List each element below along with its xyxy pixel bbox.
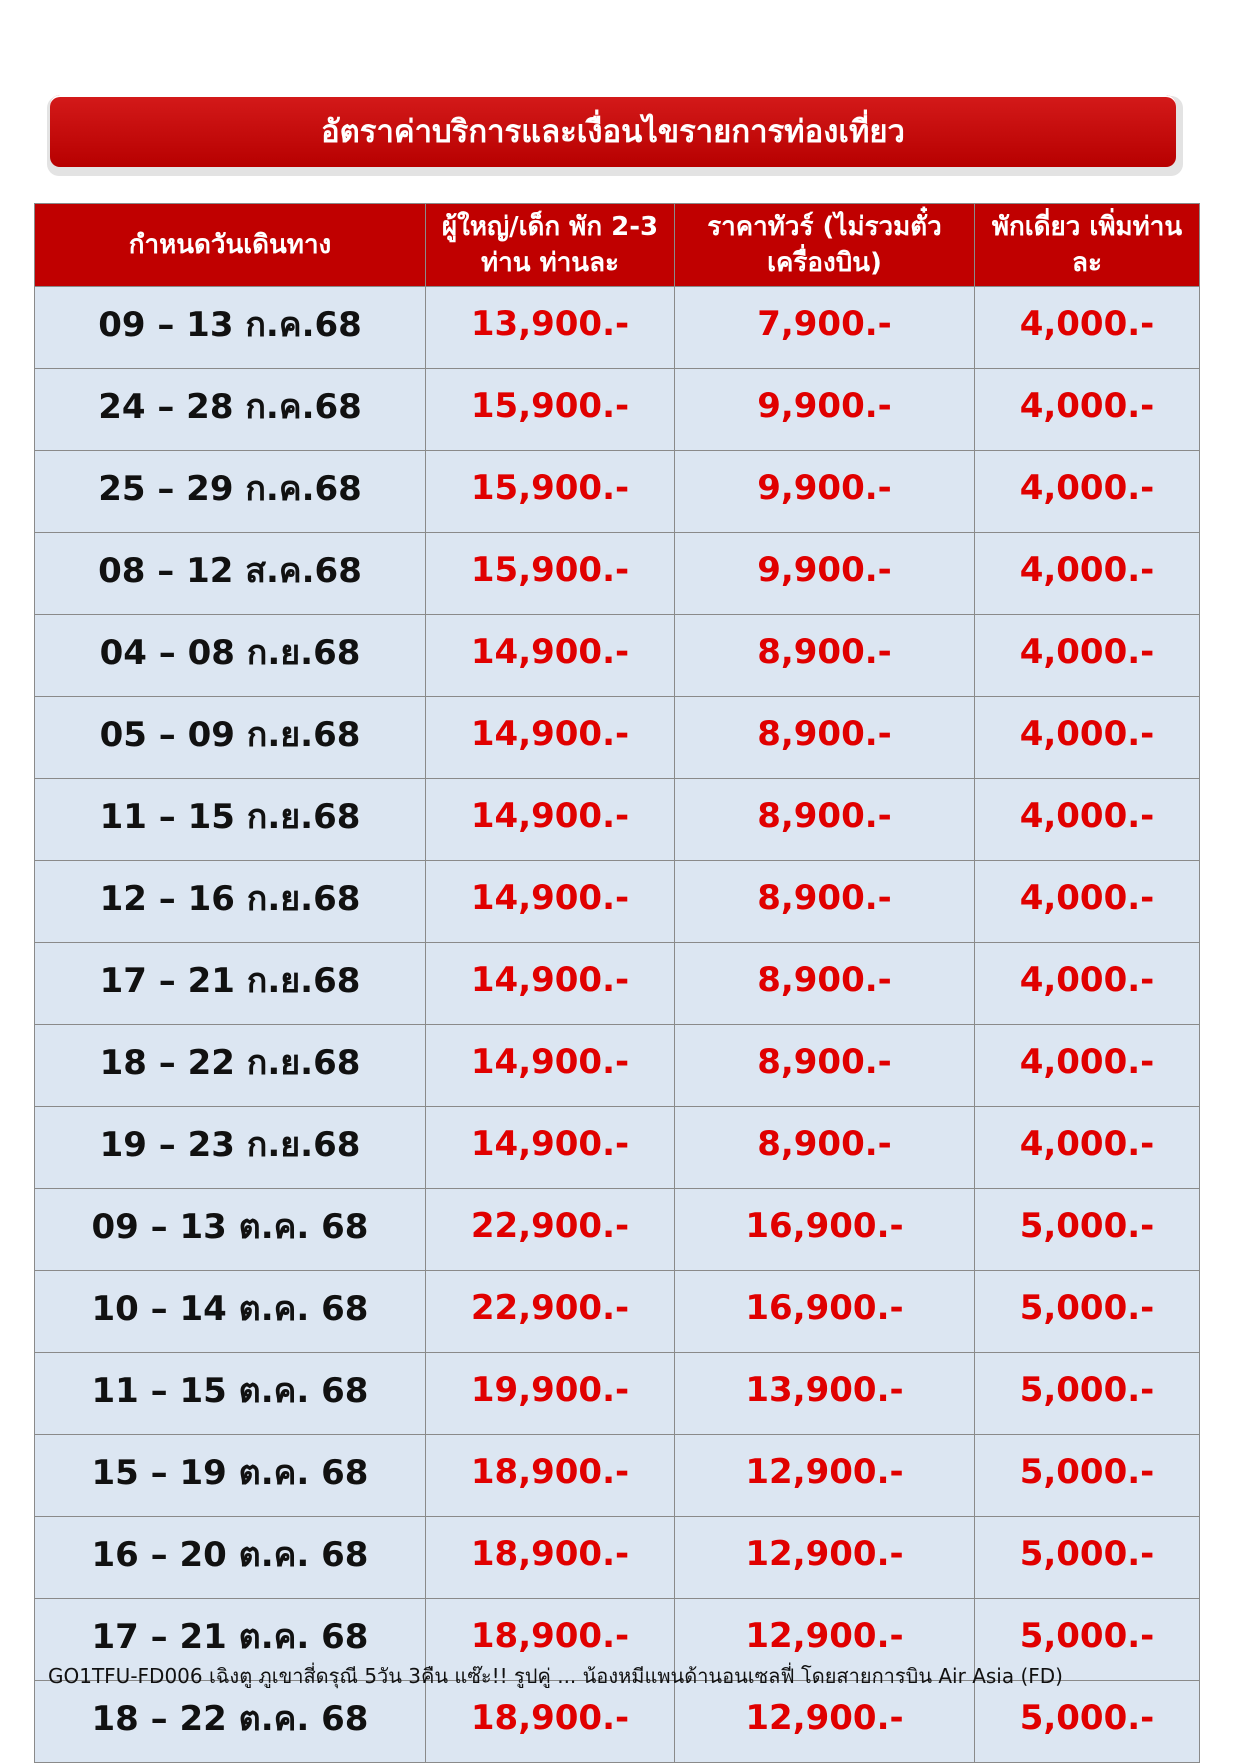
table-row	[35, 1025, 1200, 1107]
tour-price-cell: 8,900.-	[675, 1025, 975, 1107]
single-supplement-cell: 4,000.-	[975, 779, 1200, 861]
travel-date-cell: 17 – 21 ต.ค. 68	[35, 1599, 426, 1681]
adult-price-cell: 18,900.-	[426, 1681, 675, 1763]
tour-price-cell: 8,900.-	[675, 1107, 975, 1189]
table-row	[35, 1353, 1200, 1435]
travel-date-cell: 11 – 15 ก.ย.68	[35, 779, 426, 861]
adult-price-cell: 15,900.-	[426, 369, 675, 451]
tour-price-cell: 8,900.-	[675, 615, 975, 697]
tour-price-cell: 8,900.-	[675, 697, 975, 779]
single-supplement-cell: 4,000.-	[975, 943, 1200, 1025]
single-supplement-cell: 5,000.-	[975, 1271, 1200, 1353]
tour-price-cell: 16,900.-	[675, 1189, 975, 1271]
tour-price-cell: 8,900.-	[675, 861, 975, 943]
single-supplement-cell: 4,000.-	[975, 615, 1200, 697]
single-supplement-cell: 4,000.-	[975, 287, 1200, 369]
adult-price-cell: 15,900.-	[426, 533, 675, 615]
page-title: อัตราค่าบริการและเงื่อนไขรายการท่องเที่ยว	[321, 114, 905, 150]
single-supplement-cell: 4,000.-	[975, 451, 1200, 533]
single-supplement-cell: 4,000.-	[975, 861, 1200, 943]
travel-date-cell: 08 – 12 ส.ค.68	[35, 533, 426, 615]
price-table	[34, 203, 1200, 1763]
tour-price-cell: 12,900.-	[675, 1517, 975, 1599]
travel-date-cell: 18 – 22 ต.ค. 68	[35, 1681, 426, 1763]
tour-price-cell: 16,900.-	[675, 1271, 975, 1353]
table-row	[35, 533, 1200, 615]
travel-date-cell: 11 – 15 ต.ค. 68	[35, 1353, 426, 1435]
tour-price-cell: 8,900.-	[675, 779, 975, 861]
table-row	[35, 779, 1200, 861]
title-banner	[50, 95, 1176, 167]
table-row	[35, 615, 1200, 697]
single-supplement-cell: 5,000.-	[975, 1517, 1200, 1599]
tour-price-cell: 12,900.-	[675, 1435, 975, 1517]
adult-price-cell: 14,900.-	[426, 697, 675, 779]
travel-date-cell: 04 – 08 ก.ย.68	[35, 615, 426, 697]
adult-price-cell: 14,900.-	[426, 1025, 675, 1107]
adult-price-cell: 22,900.-	[426, 1189, 675, 1271]
adult-price-cell: 14,900.-	[426, 615, 675, 697]
table-row	[35, 1517, 1200, 1599]
table-row	[35, 1271, 1200, 1353]
column-header-single-supplement: พักเดี่ยว เพิ่มท่านละ	[975, 204, 1200, 287]
tour-price-cell: 9,900.-	[675, 451, 975, 533]
adult-price-cell: 14,900.-	[426, 861, 675, 943]
table-header-row	[35, 204, 1200, 287]
adult-price-cell: 14,900.-	[426, 1107, 675, 1189]
table-row	[35, 1435, 1200, 1517]
tour-price-cell: 12,900.-	[675, 1599, 975, 1681]
travel-date-cell: 10 – 14 ต.ค. 68	[35, 1271, 426, 1353]
single-supplement-cell: 4,000.-	[975, 369, 1200, 451]
adult-price-cell: 14,900.-	[426, 779, 675, 861]
adult-price-cell: 22,900.-	[426, 1271, 675, 1353]
travel-date-cell: 09 – 13 ต.ค. 68	[35, 1189, 426, 1271]
tour-price-cell: 9,900.-	[675, 369, 975, 451]
travel-date-cell: 18 – 22 ก.ย.68	[35, 1025, 426, 1107]
adult-price-cell: 15,900.-	[426, 451, 675, 533]
travel-date-cell: 09 – 13 ก.ค.68	[35, 287, 426, 369]
adult-price-cell: 18,900.-	[426, 1435, 675, 1517]
price-table-body	[35, 287, 1200, 1763]
travel-date-cell: 15 – 19 ต.ค. 68	[35, 1435, 426, 1517]
table-row	[35, 1107, 1200, 1189]
travel-date-cell: 25 – 29 ก.ค.68	[35, 451, 426, 533]
single-supplement-cell: 5,000.-	[975, 1435, 1200, 1517]
column-header-travel-date: กำหนดวันเดินทาง	[35, 204, 426, 287]
footer-note: GO1TFU-FD006 เฉิงตู ภูเขาสี่ดรุณี 5วัน 3คืน แซ๊ะ!! รูปคู่ ... น้องหมีแพนด้านอนเซลฟี่ โดยสายการบิน Air Asia (FD)	[48, 1664, 1063, 1688]
table-row	[35, 861, 1200, 943]
table-row	[35, 943, 1200, 1025]
single-supplement-cell: 4,000.-	[975, 697, 1200, 779]
tour-price-cell: 13,900.-	[675, 1353, 975, 1435]
tour-price-cell: 9,900.-	[675, 533, 975, 615]
column-header-adult-price: ผู้ใหญ่/เด็ก พัก 2-3 ท่าน ท่านละ	[426, 204, 675, 287]
column-header-tour-price: ราคาทัวร์ (ไม่รวมตั๋วเครื่องบิน)	[675, 204, 975, 287]
single-supplement-cell: 5,000.-	[975, 1353, 1200, 1435]
single-supplement-cell: 4,000.-	[975, 1107, 1200, 1189]
single-supplement-cell: 5,000.-	[975, 1681, 1200, 1763]
adult-price-cell: 13,900.-	[426, 287, 675, 369]
adult-price-cell: 18,900.-	[426, 1517, 675, 1599]
travel-date-cell: 05 – 09 ก.ย.68	[35, 697, 426, 779]
travel-date-cell: 24 – 28 ก.ค.68	[35, 369, 426, 451]
tour-price-cell: 8,900.-	[675, 943, 975, 1025]
table-row	[35, 369, 1200, 451]
adult-price-cell: 19,900.-	[426, 1353, 675, 1435]
single-supplement-cell: 5,000.-	[975, 1599, 1200, 1681]
single-supplement-cell: 4,000.-	[975, 533, 1200, 615]
travel-date-cell: 17 – 21 ก.ย.68	[35, 943, 426, 1025]
adult-price-cell: 14,900.-	[426, 943, 675, 1025]
tour-price-cell: 7,900.-	[675, 287, 975, 369]
table-row	[35, 287, 1200, 369]
travel-date-cell: 16 – 20 ต.ค. 68	[35, 1517, 426, 1599]
table-row	[35, 451, 1200, 533]
table-row	[35, 1189, 1200, 1271]
travel-date-cell: 12 – 16 ก.ย.68	[35, 861, 426, 943]
adult-price-cell: 18,900.-	[426, 1599, 675, 1681]
table-row	[35, 1681, 1200, 1763]
single-supplement-cell: 5,000.-	[975, 1189, 1200, 1271]
travel-date-cell: 19 – 23 ก.ย.68	[35, 1107, 426, 1189]
table-row	[35, 697, 1200, 779]
single-supplement-cell: 4,000.-	[975, 1025, 1200, 1107]
tour-price-cell: 12,900.-	[675, 1681, 975, 1763]
